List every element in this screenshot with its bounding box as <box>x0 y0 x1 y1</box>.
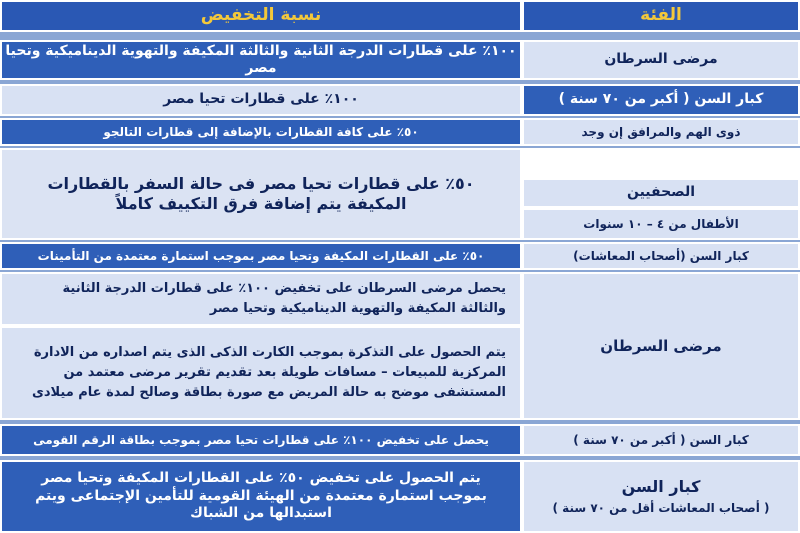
group-discount: ٥٠٪ على قطارات تحيا مصر فى حالة السفر بالقطارات المكيفة يتم إضافة فرق التكييف كاملاً <box>0 148 522 240</box>
row-category-stack <box>522 460 800 533</box>
table-header <box>0 0 800 32</box>
table-row <box>0 242 800 270</box>
row-discount: ٥٠٪ على كافة القطارات بالإضافة إلى قطارات التالجو <box>0 118 522 146</box>
detail-paragraph-1: يحصل مرضى السرطان على تخفيض ١٠٠٪ على قطارات الدرجة الثانية والثالثة المكيفة والتهوية الديناميكية وتحيا مصر <box>0 272 522 326</box>
row-category: كبار السن ( أكبر من ٧٠ سنة ) <box>522 84 800 116</box>
row-category: مرضى السرطان <box>522 40 800 80</box>
header-discount: نسبة التخفيض <box>0 0 522 32</box>
row-discount-detail <box>0 272 522 420</box>
row-category: ذوى الهم والمرافق إن وجد <box>522 118 800 146</box>
table-row-group <box>0 148 800 240</box>
group-category-journalists: الصحفيين <box>522 178 800 208</box>
table-row <box>0 84 800 116</box>
group-categories <box>522 148 800 240</box>
row-category-sub: ( أصحاب المعاشات أقل من ٧٠ سنة ) <box>552 501 770 515</box>
header-category: الفئة <box>522 0 800 32</box>
row-category: مرضى السرطان <box>522 272 800 420</box>
row-discount: ١٠٠٪ على قطارات تحيا مصر <box>0 84 522 116</box>
row-discount: ١٠٠٪ على قطارات الدرجة الثانية والثالثة المكيفة والتهوية الديناميكية وتحيا مصر <box>0 40 522 80</box>
row-category: كبار السن (أصحاب المعاشات) <box>522 242 800 270</box>
row-discount: ٥٠٪ على القطارات المكيفة وتحيا مصر بموجب استمارة معتمدة من التأمينات <box>0 242 522 270</box>
row-category: كبار السن ( أكبر من ٧٠ سنة ) <box>522 424 800 456</box>
table-row <box>0 118 800 146</box>
row-discount: يحصل على تخفيض ١٠٠٪ على قطارات تحيا مصر بموجب بطاقة الرقم القومى <box>0 424 522 456</box>
row-discount: يتم الحصول على تخفيض ٥٠٪ على القطارات المكيفة وتحيا مصر بموجب استمارة معتمدة من الهيئة القومية للتأمين الإجتماعى ويتم استبدالها من الشباك <box>0 460 522 533</box>
table-row <box>0 40 800 80</box>
group-category-children: الأطفال من ٤ – ١٠ سنوات <box>522 208 800 240</box>
detail-paragraph-2: يتم الحصول على التذكرة بموجب الكارت الذكى الذى يتم اصداره من الادارة المركزية للمبيعات – مسافات طويلة بعد تقديم تقرير مرضى معتمد من المستشفى موضح به حالة المريض مع صورة بطاقة وصالح لمدة عام ميلادى <box>0 326 522 420</box>
group-category-blank <box>522 148 800 178</box>
table-row <box>0 460 800 533</box>
table-row <box>0 424 800 456</box>
table-row <box>0 272 800 420</box>
row-category: كبار السن <box>621 477 701 496</box>
